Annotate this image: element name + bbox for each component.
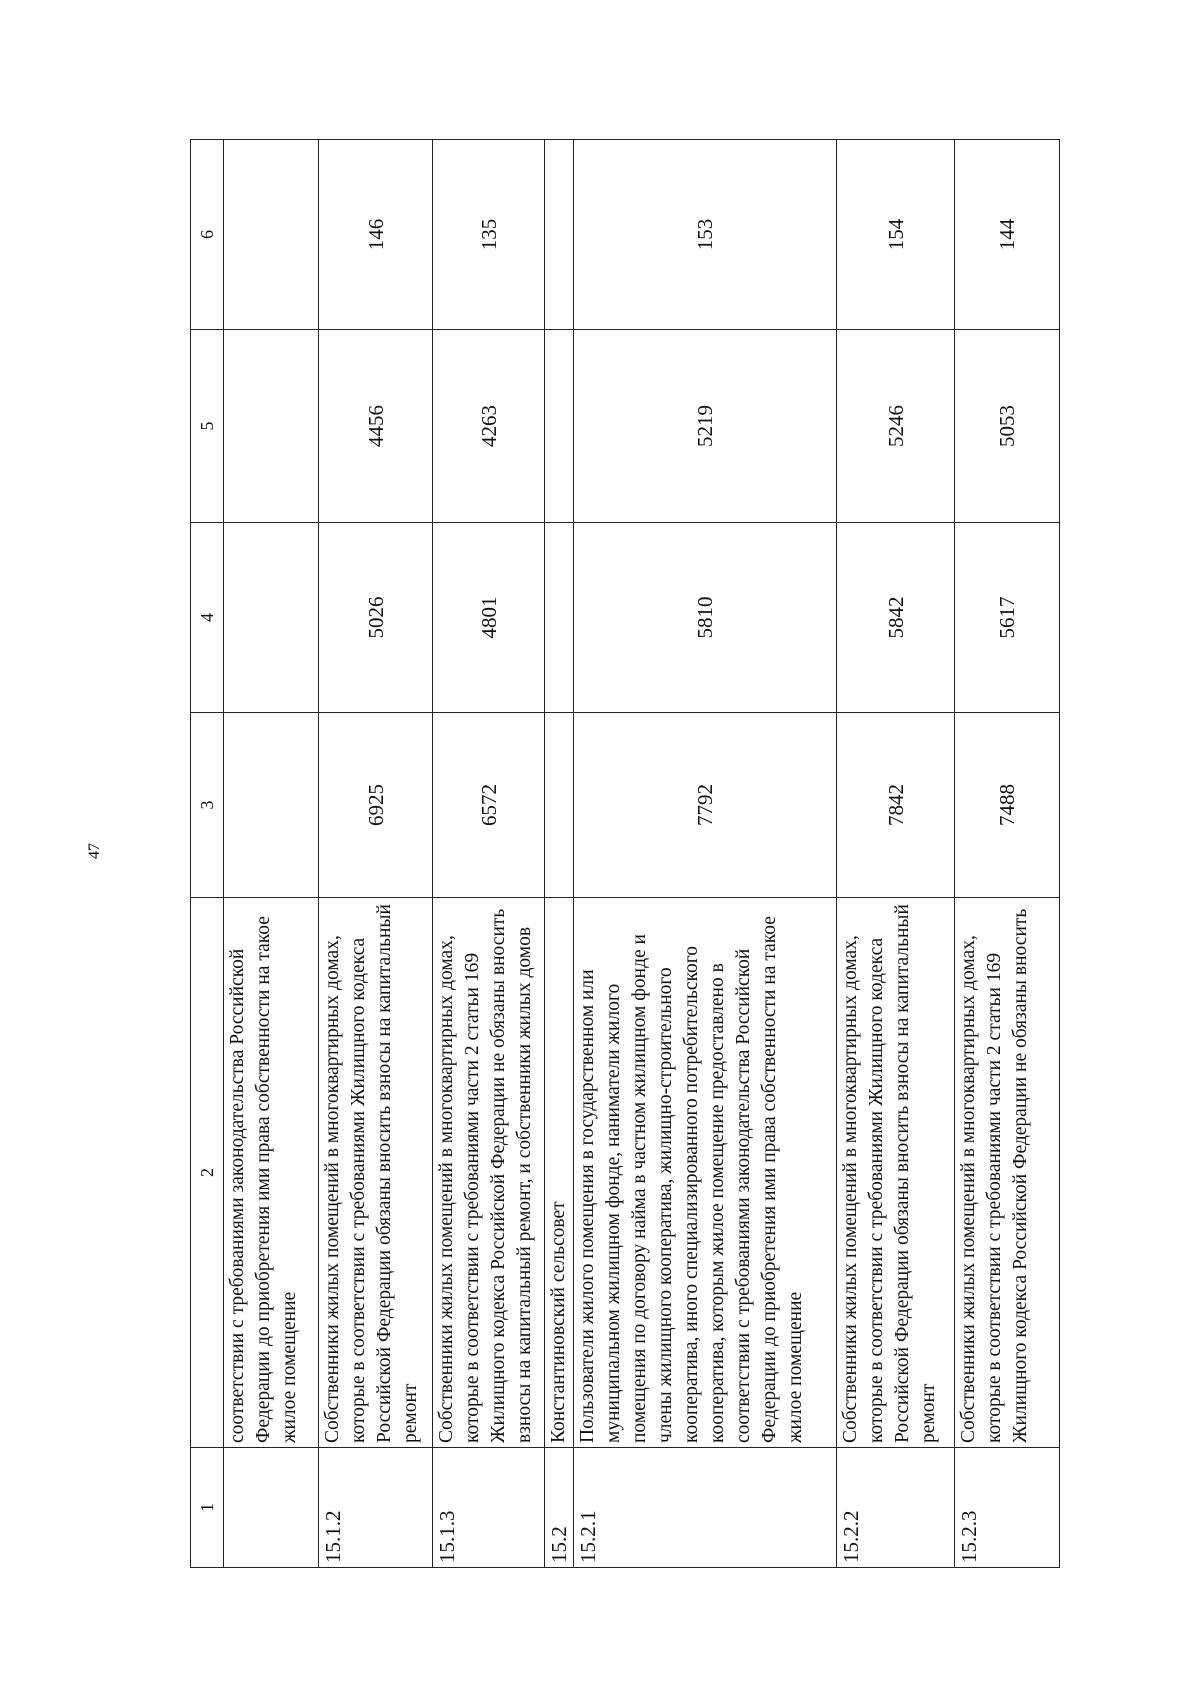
row-value-3: 7842: [837, 713, 955, 898]
row-value-5: 5053: [955, 330, 1060, 523]
row-value-6: 154: [837, 140, 955, 330]
row-value-6: 144: [955, 140, 1060, 330]
row-value-4: 5842: [837, 523, 955, 713]
table-row: [545, 140, 574, 1568]
row-value-5: 4456: [319, 330, 433, 523]
row-value-3: 6925: [319, 713, 433, 898]
header-cell: 4: [191, 523, 224, 713]
page-number: 47: [86, 843, 103, 859]
table-row: [955, 140, 1060, 1568]
header-cell: 3: [191, 713, 224, 898]
row-value-5: [545, 330, 574, 523]
row-code: 15.1.3: [433, 1448, 545, 1568]
row-description: Константиновский сельсовет: [545, 898, 574, 1448]
row-value-3: [545, 713, 574, 898]
row-value-3: [224, 713, 319, 898]
row-value-6: 135: [433, 140, 545, 330]
row-description: соответствии с требованиями законодательства Российской Федерации до приобретения ими права собственности на такое жилое помещение: [224, 898, 319, 1448]
header-cell: 6: [191, 140, 224, 330]
row-description: Собственники жилых помещений в многоквартирных домах, которые в соответствии с требованиями Жилищного кодекса Российской Федерации обязаны вносить взносы на капитальный ремонт: [319, 898, 433, 1448]
row-value-6: 153: [574, 140, 837, 330]
row-code: 15.2: [545, 1448, 574, 1568]
row-value-3: 6572: [433, 713, 545, 898]
row-value-4: 5617: [955, 523, 1060, 713]
table-row: [433, 140, 545, 1568]
row-code: [224, 1448, 319, 1568]
row-value-6: 146: [319, 140, 433, 330]
row-description: Собственники жилых помещений в многоквартирных домах, которые в соответствии с требованиями Жилищного кодекса Российской Федерации обязаны вносить взносы на капитальный ремонт: [837, 898, 955, 1448]
row-value-5: 4263: [433, 330, 545, 523]
tariff-table: [190, 139, 1060, 1568]
row-value-4: 4801: [433, 523, 545, 713]
row-value-3: 7488: [955, 713, 1060, 898]
row-value-4: [224, 523, 319, 713]
header-cell: 1: [191, 1448, 224, 1568]
row-value-5: [224, 330, 319, 523]
row-description: Собственники жилых помещений в многоквартирных домах, которые в соответствии с требованиями части 2 статьи 169 Жилищного кодекса Российской Федерации не обязаны вносить: [955, 898, 1060, 1448]
row-value-5: 5219: [574, 330, 837, 523]
table-row: [574, 140, 837, 1568]
row-description: Пользователи жилого помещения в государственном или муниципальном жилищном фонде, наниматели жилого помещения по договору найма в частном жилищном фонде и члены жилищного кооператива, жилищно-строительного кооператива, иного специализированного потребительского кооператива, которым жилое помещение предоставлено в соответствии с требованиями законодательства Российской Федерации до приобретения ими права собственности на такое жилое помещение: [574, 898, 837, 1448]
table-row: [837, 140, 955, 1568]
row-value-4: 5026: [319, 523, 433, 713]
row-value-6: [545, 140, 574, 330]
row-code: 15.2.2: [837, 1448, 955, 1568]
header-cell: 2: [191, 898, 224, 1448]
header-cell: 5: [191, 330, 224, 523]
table-header-row: [191, 140, 224, 1568]
row-code: 15.1.2: [319, 1448, 433, 1568]
row-value-6: [224, 140, 319, 330]
row-value-3: 7792: [574, 713, 837, 898]
row-value-5: 5246: [837, 330, 955, 523]
rotated-table-container: [190, 140, 1055, 1568]
row-value-4: [545, 523, 574, 713]
row-value-4: 5810: [574, 523, 837, 713]
row-description: Собственники жилых помещений в многоквартирных домах, которые в соответствии с требованиями части 2 статьи 169 Жилищного кодекса Российской Федерации не обязаны вносить взносы на капитальный ремонт, и собственники жилых домов: [433, 898, 545, 1448]
table-row: [224, 140, 319, 1568]
row-code: 15.2.1: [574, 1448, 837, 1568]
row-code: 15.2.3: [955, 1448, 1060, 1568]
table-row: [319, 140, 433, 1568]
